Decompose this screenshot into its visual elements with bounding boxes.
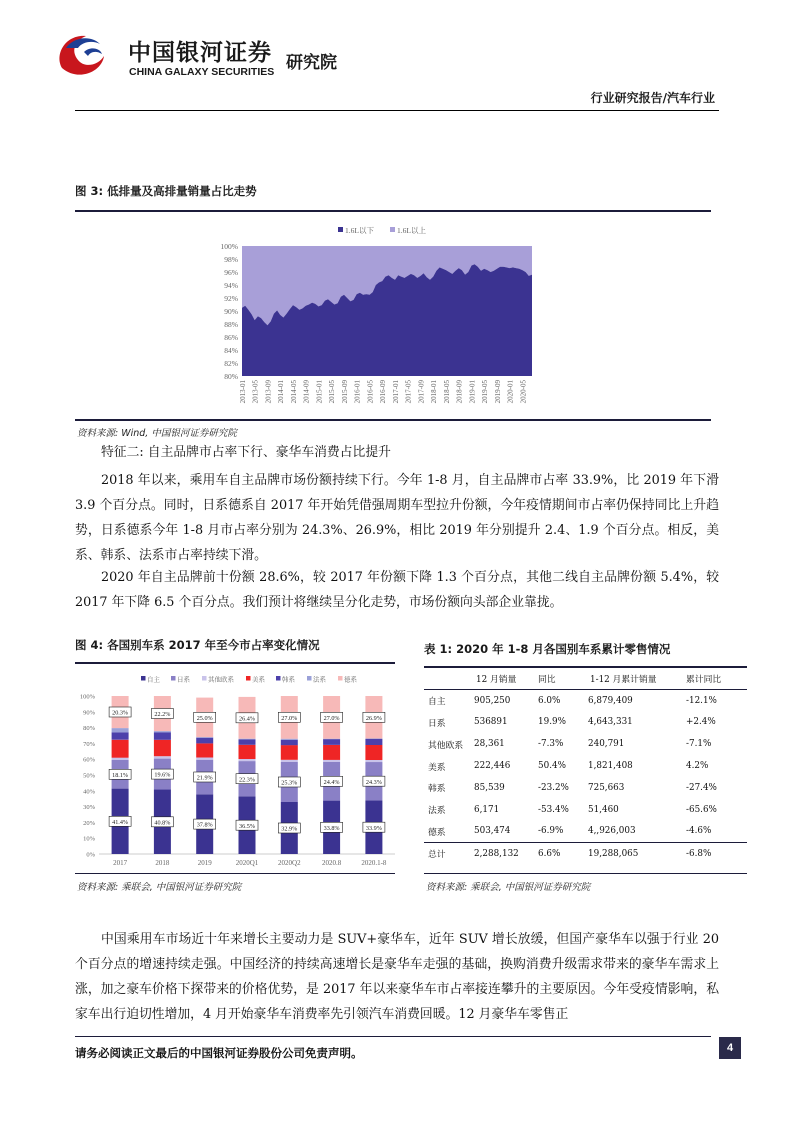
table1-header-cell: 同比	[538, 675, 556, 686]
data-label: 25.3%	[281, 779, 298, 787]
y-tick-label: 94%	[224, 281, 238, 290]
figure3-bottom-rule	[75, 419, 711, 421]
x-tick-label: 2020-01	[506, 380, 515, 404]
figure4-top-rule	[75, 662, 395, 664]
table-cell: 4,,926,003	[588, 826, 636, 837]
data-label: 26.4%	[239, 715, 255, 723]
figure4-title: 图 4: 各国别车系 2017 年至今市占率变化情况	[75, 638, 320, 652]
x-tick-label: 2016-09	[379, 380, 388, 404]
table1-header-cell	[424, 668, 474, 690]
legend-label: 1.6L以下	[345, 226, 374, 235]
legend-swatch	[307, 676, 312, 681]
table-cell: -4.6%	[686, 826, 712, 837]
data-label: 22.3%	[239, 776, 255, 784]
table-row	[424, 712, 747, 734]
galaxy-logo-icon	[48, 26, 114, 92]
table1-header-cell: 1-12 月累计销量	[590, 675, 657, 686]
legend-swatch	[246, 676, 251, 681]
table-cell: 4,643,331	[588, 717, 633, 728]
logo-cn-text: 中国银河证券	[128, 40, 272, 66]
x-tick-label: 2020Q2	[278, 859, 301, 867]
x-tick-label: 2020-05	[519, 380, 528, 404]
table-cell: 19.9%	[538, 717, 566, 728]
table-cell: -27.4%	[686, 782, 717, 793]
data-label: 40.8%	[154, 819, 171, 827]
bar-segment	[365, 739, 382, 740]
y-tick-label: 20%	[83, 819, 95, 827]
table1-header-cell: 12 月销量	[476, 675, 517, 686]
legend-label: 自主	[147, 676, 160, 684]
legend-label: 法系	[313, 676, 326, 684]
bar-segment	[112, 728, 129, 732]
x-tick-label: 2013-05	[251, 380, 260, 404]
table-cell: 19,288,065	[588, 848, 639, 859]
bar-segment	[196, 737, 213, 738]
x-tick-label: 2018-09	[455, 380, 464, 404]
table-cell: -53.4%	[538, 804, 569, 815]
table-cell: 222,446	[474, 761, 511, 772]
y-tick-label: 90%	[83, 709, 95, 717]
bar-segment	[112, 740, 129, 758]
legend-swatch	[202, 676, 207, 681]
bar-segment	[239, 759, 256, 761]
legend-label: 韩系	[282, 676, 295, 684]
bar-segment	[281, 760, 298, 762]
data-label: 24.4%	[323, 778, 340, 786]
figure4-source: 资料来源: 乘联会, 中国银河证券研究院	[77, 882, 242, 893]
bar-segment	[196, 738, 213, 744]
data-label: 25.0%	[196, 714, 213, 722]
table-cell: 503,474	[474, 826, 511, 837]
table-cell: -6.9%	[538, 826, 564, 837]
section-heading: 特征二: 自主品牌市占率下行、豪华车消费占比提升	[101, 445, 391, 460]
x-tick-label: 2017	[113, 859, 128, 867]
legend-swatch	[276, 676, 281, 681]
y-tick-label: 40%	[83, 788, 95, 796]
table-row	[424, 777, 747, 799]
x-tick-label: 2014-01	[277, 380, 286, 404]
x-tick-label: 2015-09	[341, 380, 349, 404]
table-cell: -12.1%	[686, 695, 717, 706]
y-tick-label: 96%	[224, 268, 238, 277]
table-cell: 自主	[428, 697, 446, 708]
bar-segment	[281, 740, 298, 745]
table-row	[424, 821, 747, 843]
x-tick-label: 2016-01	[353, 380, 362, 404]
footer-disclaimer: 请务必阅读正文最后的中国银河证券股份公司免责声明。	[75, 1046, 363, 1060]
table-cell: 其他欧系	[428, 740, 464, 751]
logo-suffix-text: 研究院	[286, 53, 337, 73]
table-row	[424, 799, 747, 821]
legend-label: 1.6L以上	[397, 226, 426, 235]
data-label: 32.9%	[281, 825, 298, 833]
y-tick-label: 30%	[83, 804, 95, 812]
paragraph-1: 2018 年以来，乘用车自主品牌市场份额持续下行。今年 1-8 月，自主品牌市占率 33.9%，比 2019 年下滑 3.9 个百分点。同时，日系德系自 2017 年开始凭借强周期车型拉升份额，今年疫情期间市占率仍保持同比上升趋势，日系德系今年 1-8 月市占率分别为 24.3%、26.9%，相比 2019 年分别提升 2.4、1.9 个百分点。相反，美系、韩系、法系市占率持续下滑。	[75, 473, 719, 563]
x-tick-label: 2018	[155, 859, 170, 867]
table1-title: 表 1: 2020 年 1-8 月各国别车系累计零售情况	[424, 642, 671, 656]
x-tick-label: 2016-05	[366, 380, 375, 404]
table-cell: -65.6%	[686, 804, 717, 815]
table-cell: 51,460	[588, 804, 619, 815]
table-cell: 240,791	[588, 739, 625, 750]
y-tick-label: 50%	[83, 772, 95, 780]
y-tick-label: 86%	[224, 333, 238, 342]
bar-segment	[196, 758, 213, 760]
bar-segment	[365, 739, 382, 745]
table-cell: 美系	[428, 762, 446, 773]
x-tick-label: 2015-05	[328, 380, 337, 404]
table-row	[424, 755, 747, 777]
y-tick-label: 80%	[224, 372, 238, 381]
data-label: 27.0%	[323, 714, 340, 722]
x-tick-label: 2020.8	[321, 859, 342, 867]
legend-label: 其他欧系	[208, 676, 234, 684]
table-cell: 6,879,409	[588, 695, 633, 706]
bar-segment	[112, 732, 129, 739]
bar-segment	[365, 760, 382, 762]
data-label: 33.9%	[365, 824, 382, 832]
x-tick-label: 2020Q1	[235, 859, 259, 867]
bar-segment	[323, 760, 340, 762]
page-number: 4	[719, 1037, 741, 1059]
bar-segment	[365, 745, 382, 760]
data-label: 19.6%	[154, 771, 171, 779]
figure4-bottom-rule	[75, 873, 395, 874]
data-label: 24.3%	[365, 778, 382, 786]
y-tick-label: 70%	[83, 740, 95, 748]
bar-segment	[154, 740, 171, 756]
table1-bottom-rule	[424, 873, 747, 874]
data-label: 41.4%	[112, 818, 129, 826]
header-divider	[75, 110, 719, 111]
figure3-top-rule	[75, 210, 711, 212]
report-category: 行业研究报告/汽车行业	[590, 91, 715, 105]
bar-segment	[239, 739, 256, 745]
legend-label: 德系	[344, 676, 357, 684]
paragraph-3: 中国乘用车市场近十年来增长主要动力是 SUV+豪华车，近年 SUV 增长放缓，但国产豪华车以强于行业 20 个百分点的增速持续走强。中国经济的持续高速增长是豪华车走强的基础，换购消费升级需求带来的豪华车需求上涨，加之豪车价格下探带来的价格优势，是 2017 年以来豪华车市占率接连攀升的主要原因。今年受疫情影响，私家车出行迫切性增加，4 月开始豪华车消费率先引领汽车消费回暖。12 月豪华车零售正	[75, 932, 719, 1022]
x-tick-label: 2019-01	[468, 380, 477, 404]
table-cell: 6.6%	[538, 848, 561, 859]
table-cell: 50.4%	[538, 761, 566, 772]
y-tick-label: 100%	[79, 693, 95, 701]
table-cell: 1,821,408	[588, 761, 633, 772]
table-cell: 2,288,132	[474, 848, 519, 859]
table1-header-row	[424, 668, 747, 690]
table-cell: 536891	[474, 717, 508, 728]
table-cell: +2.4%	[686, 717, 716, 728]
bar-segment	[154, 731, 171, 732]
bar-segment	[281, 745, 298, 760]
x-tick-label: 2020.1-8	[361, 859, 387, 867]
y-tick-label: 98%	[224, 255, 238, 264]
bar-segment	[281, 739, 298, 740]
legend-label: 美系	[252, 676, 265, 684]
bar-segment	[239, 745, 256, 759]
paragraph-2: 2020 年自主品牌前十份额 28.6%，较 2017 年份额下降 1.3 个百分点，其他二线自主品牌份额 5.4%，较 2017 年下降 6.5 个百分点。我们预计将继续呈分化走势，市场份额向头部企业靠拢。	[75, 570, 719, 610]
legend-swatch	[338, 676, 343, 681]
x-tick-label: 2019-09	[493, 380, 502, 404]
table-row	[424, 733, 747, 755]
bar-segment	[196, 743, 213, 757]
x-tick-label: 2018-01	[430, 380, 439, 404]
legend-swatch	[338, 227, 343, 232]
bar-segment	[239, 739, 256, 740]
table1-header-cell: 累计同比	[686, 675, 722, 686]
data-label: 26.9%	[365, 714, 382, 722]
logo-en-text: CHINA GALAXY SECURITIES	[129, 66, 275, 78]
x-tick-label: 2018-05	[443, 380, 451, 404]
y-tick-label: 10%	[83, 835, 95, 843]
data-label: 37.8%	[196, 821, 213, 829]
data-label: 18.1%	[112, 771, 129, 779]
bar-segment	[323, 745, 340, 760]
table-cell: 日系	[428, 718, 446, 729]
x-tick-label: 2013-09	[264, 380, 273, 404]
x-tick-label: 2017-05	[404, 380, 413, 404]
y-tick-label: 82%	[224, 359, 238, 368]
logo	[48, 22, 353, 88]
legend-swatch	[390, 227, 395, 232]
table-cell: -7.1%	[686, 739, 712, 750]
table-cell: 905,250	[474, 695, 511, 706]
table-row	[424, 842, 747, 864]
y-tick-label: 0%	[86, 851, 95, 859]
y-tick-label: 90%	[224, 307, 238, 316]
table-cell: 德系	[428, 827, 446, 838]
table-cell: -6.8%	[686, 848, 712, 859]
bar-segment	[323, 739, 340, 745]
data-label: 20.3%	[112, 709, 129, 717]
x-tick-label: 2014-09	[302, 380, 311, 404]
table-row	[424, 690, 747, 712]
legend-label: 日系	[177, 676, 190, 684]
legend-swatch	[171, 676, 176, 681]
table-cell: 725,663	[588, 782, 625, 793]
x-tick-label: 2017-01	[392, 380, 400, 404]
y-tick-label: 84%	[224, 346, 238, 355]
data-label: 36.5%	[239, 822, 255, 830]
table-cell: 法系	[428, 806, 446, 817]
data-label: 27.0%	[281, 714, 298, 722]
y-tick-label: 100%	[220, 242, 238, 251]
table-cell: -7.3%	[538, 739, 564, 750]
y-tick-label: 60%	[83, 756, 95, 764]
x-tick-label: 2019-05	[481, 380, 490, 404]
footer-rule	[75, 1036, 711, 1037]
y-tick-label: 88%	[224, 320, 238, 329]
y-tick-label: 80%	[83, 725, 95, 733]
x-tick-label: 2013-01	[239, 380, 247, 404]
y-tick-label: 92%	[224, 294, 238, 303]
data-label: 22.2%	[154, 711, 171, 719]
figure3-title: 图 3: 低排量及高排量销量占比走势	[75, 184, 257, 198]
bar-segment	[154, 733, 171, 740]
data-label: 33.8%	[323, 824, 340, 832]
x-tick-label: 2017-09	[417, 380, 426, 404]
table-cell: 韩系	[428, 784, 446, 795]
x-tick-label: 2015-01	[315, 380, 324, 404]
table-cell: 85,539	[474, 782, 505, 793]
bar-segment	[112, 758, 129, 760]
table1-source: 资料来源: 乘联会, 中国银河证券研究院	[426, 882, 591, 893]
figure4-chart	[75, 666, 397, 872]
bar-segment	[323, 739, 340, 740]
x-tick-label: 2019	[197, 859, 212, 867]
bar-segment	[154, 756, 171, 758]
table-cell: -23.2%	[538, 782, 569, 793]
table-cell: 4.2%	[686, 761, 709, 772]
table-cell: 6.0%	[538, 695, 561, 706]
table-cell: 总计	[428, 850, 446, 861]
figure3-source: 资料来源: Wind, 中国银河证券研究院	[77, 428, 237, 439]
table-cell: 28,361	[474, 739, 505, 750]
data-label: 21.9%	[196, 774, 213, 782]
table1	[424, 668, 747, 864]
x-tick-label: 2014-05	[290, 380, 298, 404]
figure3-chart	[180, 214, 575, 414]
legend-swatch	[141, 676, 146, 681]
table-cell: 6,171	[474, 804, 500, 815]
